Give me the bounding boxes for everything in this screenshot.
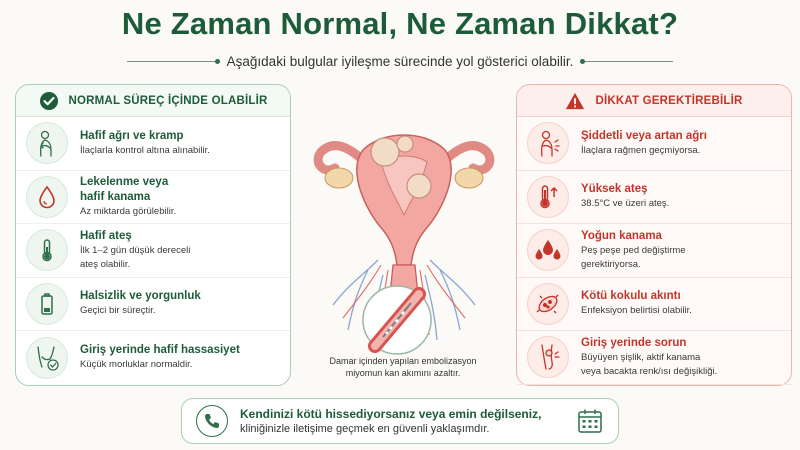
item-desc: İlaçlara rağmen geçmiyorsa. bbox=[581, 144, 701, 156]
thermometer-up-icon bbox=[527, 176, 569, 218]
item-desc: Geçici bir süreçtir. bbox=[80, 305, 156, 317]
list-item bbox=[16, 278, 290, 332]
item-desc-line2: gerektiriyorsa. bbox=[581, 258, 641, 270]
subtitle: Aşağıdaki bulgular iyileşme sürecinde yol gösterici olabilir. bbox=[226, 53, 574, 69]
illustration-caption bbox=[303, 355, 503, 379]
banner-line2: kliniğinizle iletişime geçmek en güvenli yaklaşımdır. bbox=[240, 422, 490, 435]
warning-panel-header bbox=[517, 85, 791, 117]
uterus-illustration bbox=[293, 90, 515, 390]
list-item bbox=[517, 171, 791, 225]
item-title: Giriş yerinde hafif hassasiyet bbox=[80, 344, 240, 357]
caption-line2: miyomun kan akımını azaltır. bbox=[345, 368, 461, 378]
subtitle-row bbox=[0, 51, 800, 71]
check-circle-icon bbox=[39, 91, 59, 111]
contact-banner bbox=[181, 398, 619, 444]
item-title: Şiddetli veya artan ağrı bbox=[581, 129, 707, 142]
page-title: Ne Zaman Normal, Ne Zaman Dikkat? bbox=[121, 6, 679, 41]
item-desc: 38.5°C ve üzeri ateş. bbox=[581, 198, 670, 210]
warning-triangle-icon bbox=[565, 91, 585, 111]
item-title: Giriş yerinde sorun bbox=[581, 336, 687, 349]
list-item bbox=[517, 224, 791, 278]
banner-line1: Kendinizi kötü hissediyorsanız veya emin değilseniz, bbox=[240, 406, 542, 421]
bacteria-icon bbox=[527, 283, 569, 325]
item-desc: İlaçlarla kontrol altına alınabilir. bbox=[80, 144, 210, 156]
item-desc: Küçük morluklar normaldir. bbox=[80, 359, 193, 371]
blood-drops-icon bbox=[527, 229, 569, 271]
phone-icon bbox=[196, 405, 228, 437]
item-title: Hafif ateş bbox=[80, 229, 132, 242]
item-desc-line2: veya bacakta renk/ısı değişikliği. bbox=[581, 365, 718, 377]
warning-panel-title: DİKKAT GEREKTİREBİLİR bbox=[595, 94, 743, 107]
item-desc: Peş peşe ped değiştirme bbox=[581, 244, 686, 256]
list-item bbox=[16, 171, 290, 225]
list-item bbox=[517, 117, 791, 171]
groin-check-icon bbox=[26, 337, 68, 379]
item-title: Kötü kokulu akıntı bbox=[581, 290, 681, 303]
list-item bbox=[16, 224, 290, 278]
list-item bbox=[517, 331, 791, 385]
banner-text bbox=[240, 407, 564, 436]
woman-abdomen-icon bbox=[26, 122, 68, 164]
warning-panel bbox=[516, 84, 792, 386]
item-title: Halsizlik ve yorgunluk bbox=[80, 290, 201, 303]
item-desc: Büyüyen şişlik, aktif kanama bbox=[581, 351, 701, 363]
normal-panel bbox=[15, 84, 291, 386]
leg-swelling-icon bbox=[527, 336, 569, 378]
thermometer-icon bbox=[26, 229, 68, 271]
list-item bbox=[517, 278, 791, 332]
divider-left bbox=[127, 61, 217, 62]
low-battery-icon bbox=[26, 283, 68, 325]
woman-pain-icon bbox=[527, 122, 569, 164]
divider-right bbox=[583, 61, 673, 62]
item-title: Yoğun kanama bbox=[581, 229, 662, 242]
blood-drop-icon bbox=[26, 176, 68, 218]
caption-line1: Damar içinden yapılan embolizasyon bbox=[329, 356, 477, 366]
list-item bbox=[16, 331, 290, 385]
item-title: Yüksek ateş bbox=[581, 183, 648, 196]
normal-panel-header bbox=[16, 85, 290, 117]
item-title-line2: hafif kanama bbox=[80, 190, 151, 203]
item-title: Lekelenme veya bbox=[80, 175, 169, 188]
normal-panel-title: NORMAL SÜREÇ İÇİNDE OLABİLİR bbox=[68, 94, 268, 107]
list-item bbox=[16, 117, 290, 171]
item-desc: Enfeksiyon belirtisi olabilir. bbox=[581, 305, 692, 317]
calendar-icon bbox=[576, 407, 604, 435]
item-desc-line2: ateş olabilir. bbox=[80, 258, 131, 270]
item-desc: Az miktarda görülebilir. bbox=[80, 205, 177, 217]
item-title: Hafif ağrı ve kramp bbox=[80, 129, 184, 142]
item-desc: İlk 1–2 gün düşük dereceli bbox=[80, 244, 191, 256]
